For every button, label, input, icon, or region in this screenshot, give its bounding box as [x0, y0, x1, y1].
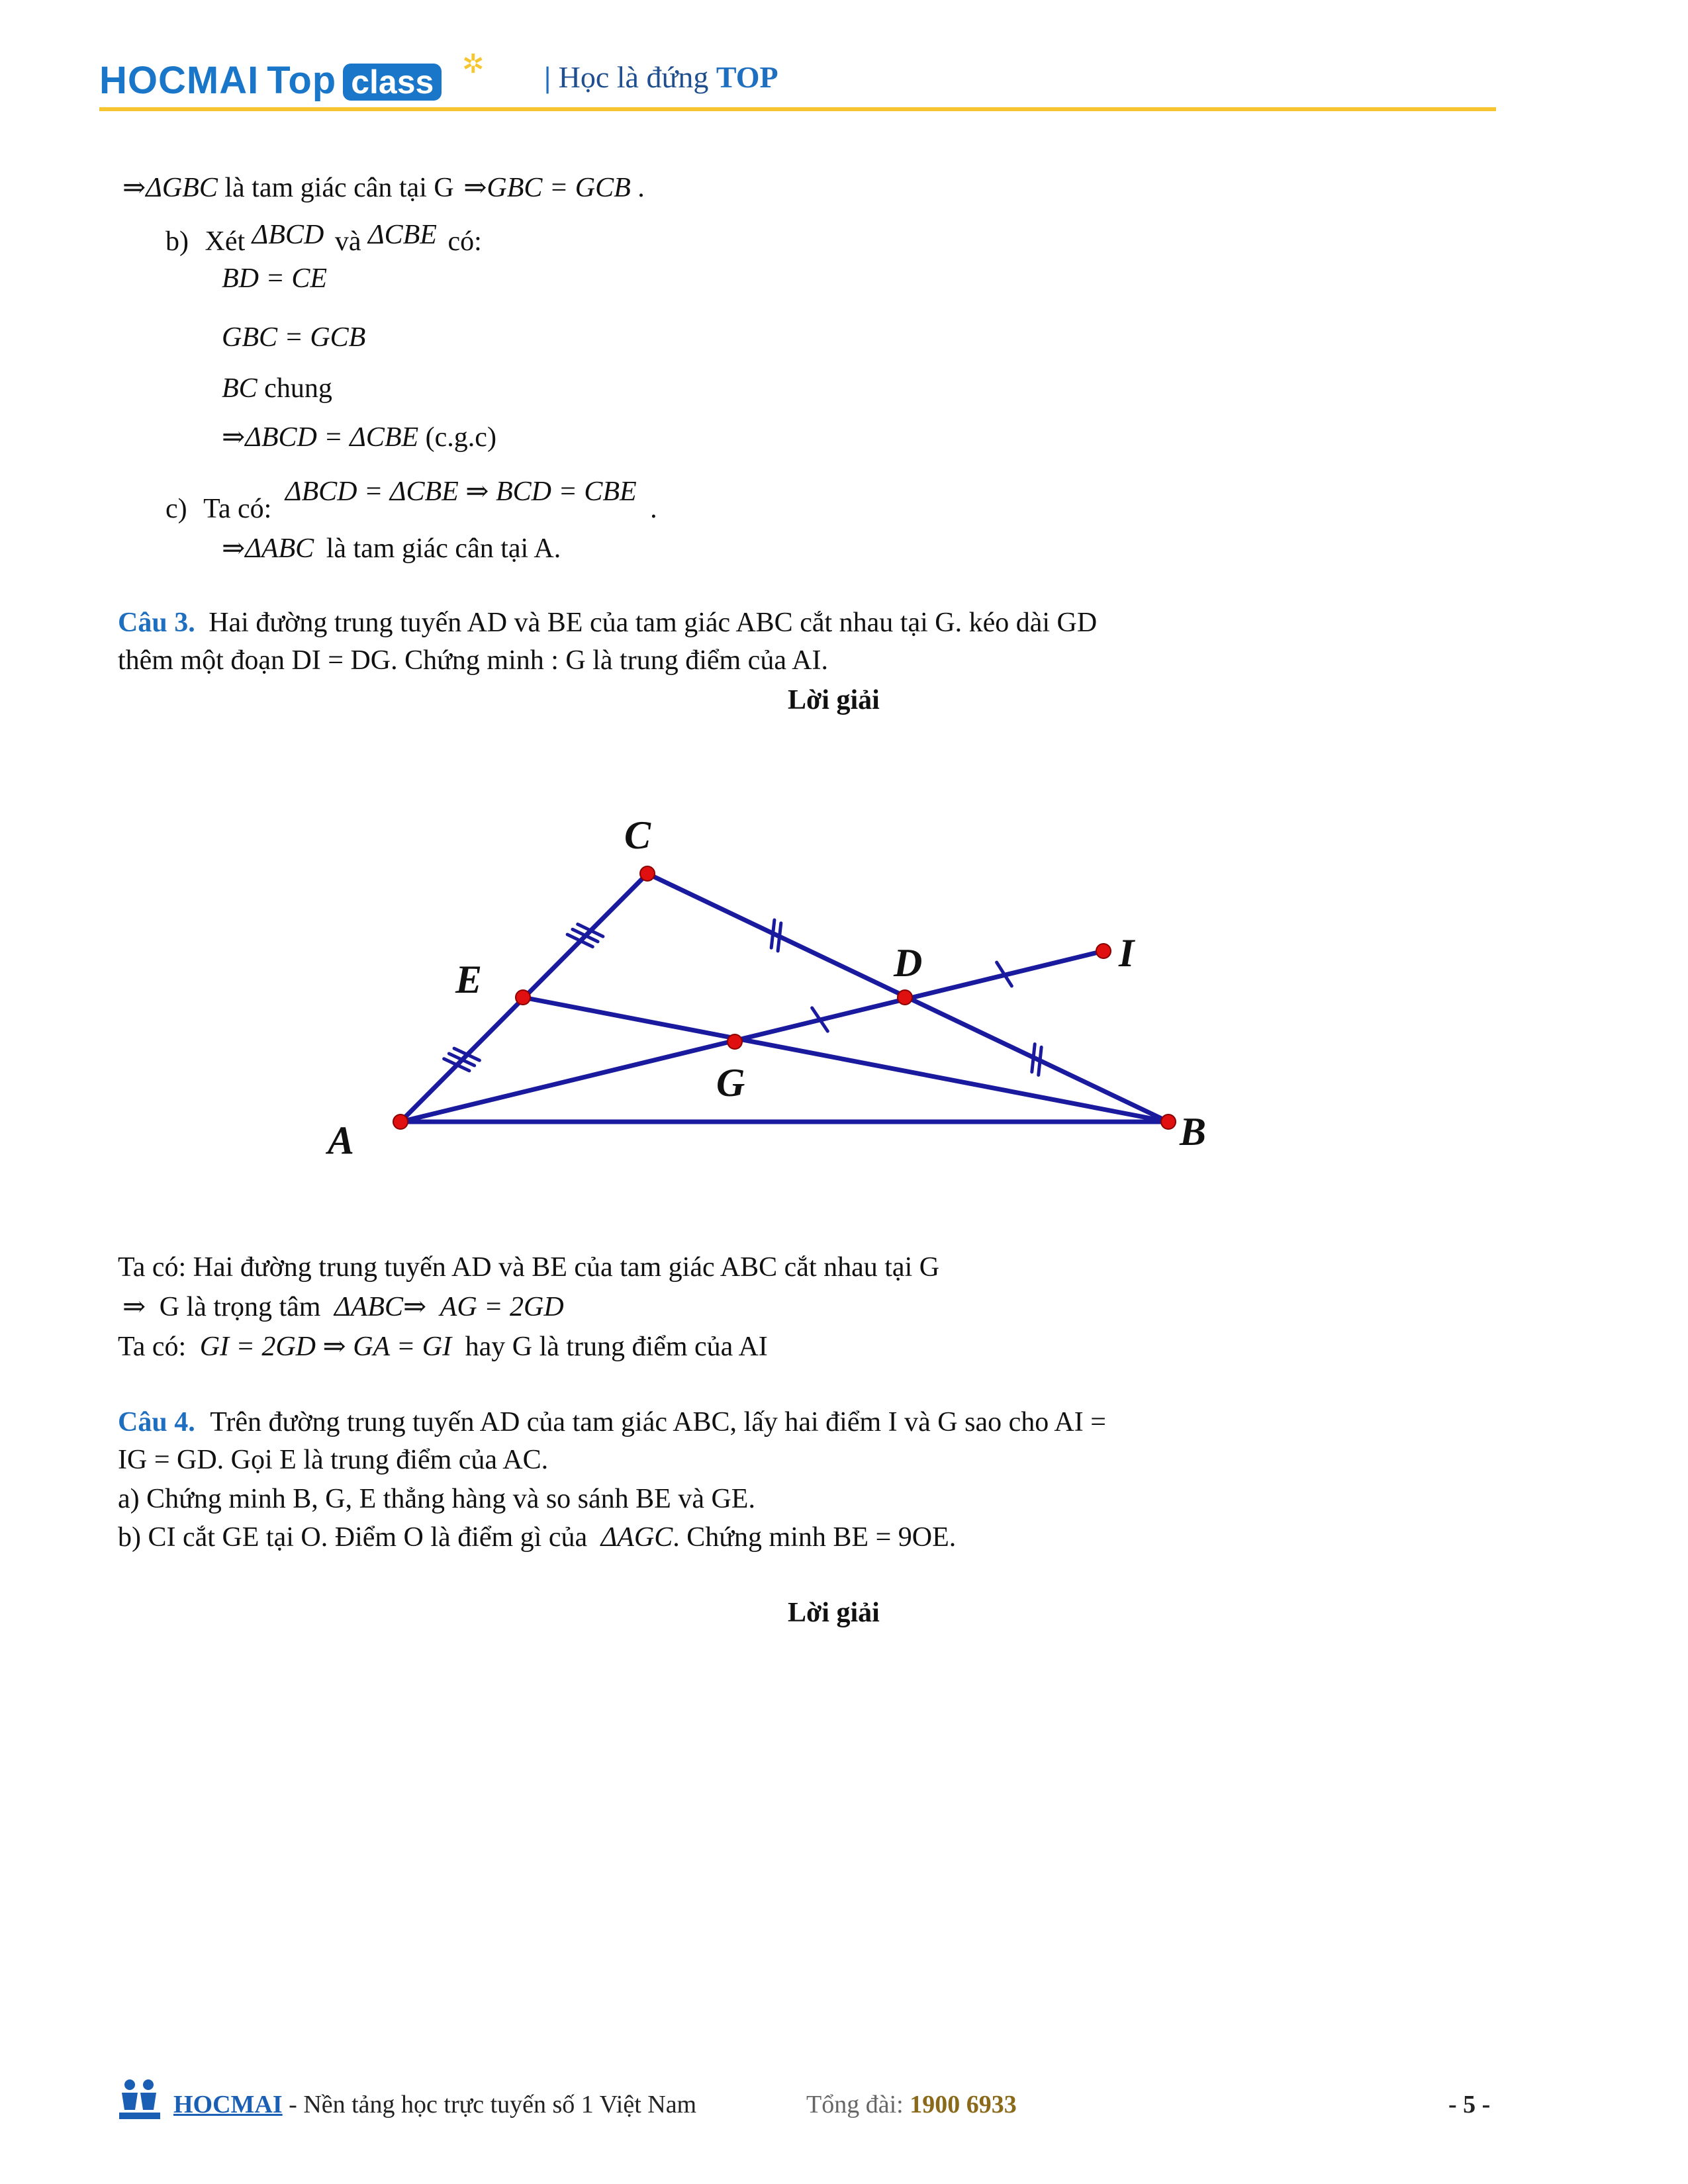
label-g: G [716, 1061, 745, 1105]
line-bc-chung [222, 371, 332, 406]
ag-equation: AG = 2GD [440, 1292, 564, 1322]
solution-heading: Lời giải [788, 685, 880, 715]
eq-bd-ce: BD = CE [222, 263, 327, 294]
label-a: A [328, 1118, 355, 1162]
point-g [727, 1034, 742, 1049]
va-text: và [334, 226, 361, 257]
page-number: - 5 - [1448, 2091, 1491, 2118]
label-b: B [1180, 1110, 1207, 1154]
footer-hotline [806, 2090, 1017, 2119]
logo-hocmai: HOCMAI [99, 59, 259, 102]
triangle-bcd: ΔBCD [252, 220, 324, 250]
implies-symbol: ⇒ [222, 533, 246, 564]
header-logo [99, 49, 485, 105]
header-slogan [544, 60, 778, 95]
line-congruence [222, 420, 496, 455]
tick-mark-cd [778, 923, 781, 951]
geometry-figure [298, 794, 1225, 1165]
logo-star-icon: ✲ [462, 49, 485, 79]
question-4-label: Câu 4. [118, 1407, 195, 1437]
solution-line-3 [118, 1329, 768, 1365]
footer-dash: - [289, 2091, 297, 2118]
point-d [898, 990, 912, 1005]
implies-symbol: ⇒ [222, 422, 246, 453]
solution-line-1: Ta có: Hai đường trung tuyến AD và BE của tam giác ABC cắt nhau tại G [118, 1252, 940, 1283]
slogan-top: TOP [716, 60, 778, 94]
midpoint-text: hay G là trung điểm của AI [465, 1332, 768, 1362]
segment-bc: BC [222, 373, 258, 404]
hocmai-footer-logo-icon [117, 2078, 163, 2122]
co-text: có: [447, 226, 482, 257]
part-b-intro [165, 220, 482, 259]
period: . [650, 494, 657, 524]
eq-gbc-gcb: GBC = GCB [222, 322, 366, 353]
line-gbc-isosceles [122, 170, 645, 206]
tick-mark-cd [771, 920, 774, 948]
implies-symbol: ⇒ [463, 173, 487, 203]
question-4-part-a: a) Chứng minh B, G, E thẳng hàng và so sánh BE và GE. [118, 1484, 755, 1514]
taco-text: Ta có: [203, 494, 272, 524]
question-3-line-1 [118, 605, 1097, 641]
triangle-abc: ΔABC [245, 533, 314, 564]
question-4-line-1 [118, 1404, 1106, 1440]
logo-class: class [343, 64, 442, 101]
footer-tagline: Nền tảng học trực tuyến số 1 Việt Nam [303, 2091, 697, 2118]
cgc-text: (c.g.c) [425, 422, 496, 453]
part-c-line [165, 477, 657, 527]
slogan-text: Học là đứng [558, 60, 709, 94]
centroid-text: G là trọng tâm [159, 1292, 321, 1322]
hotline-label: Tổng đài: [806, 2091, 904, 2118]
solution-line-2 [122, 1289, 564, 1325]
question-4-text-1: Trên đường trung tuyến AD của tam giác ABC, lấy hai điểm I và G sao cho AI = [210, 1407, 1106, 1437]
point-i [1096, 944, 1111, 958]
label-d: D [894, 941, 923, 985]
label-c: C [624, 813, 651, 857]
point-a [393, 1115, 408, 1129]
hotline-number: 1900 6933 [910, 2091, 1017, 2118]
point-b [1161, 1115, 1176, 1129]
xet-text: Xét [205, 226, 246, 257]
taco-text: Ta có: [118, 1332, 187, 1362]
part-b-label: b) [165, 226, 189, 257]
chung-text: chung [264, 373, 332, 404]
logo-top: Top [267, 59, 337, 102]
implies-symbol: ⇒ [122, 173, 146, 203]
congruence-statement: ΔBCD = ΔCBE [245, 422, 419, 453]
header-rule [99, 107, 1496, 111]
gbc-text: là tam giác cân tại G [224, 173, 454, 203]
triangle-abc: ΔABC [334, 1292, 403, 1322]
label-i: I [1119, 931, 1135, 975]
triangle-agc: ΔAGC [600, 1522, 673, 1553]
implies-symbol: ⇒ [122, 1292, 146, 1322]
footer-brand-link[interactable]: HOCMAI [173, 2091, 283, 2118]
point-e [516, 990, 530, 1005]
line-abc-isosceles [222, 531, 561, 567]
question-4-line-2: IG = GD. Gọi E là trung điểm của AC. [118, 1445, 549, 1475]
tick-mark-db [1039, 1047, 1041, 1075]
triangle-gbc: ΔGBC [146, 173, 218, 203]
period: . [637, 173, 645, 203]
abc-text: là tam giác cân tại A. [326, 533, 561, 564]
question-3-label: Câu 3. [118, 608, 195, 638]
triangle-cbe: ΔCBE [367, 220, 437, 250]
tick-mark-db [1032, 1044, 1035, 1072]
question-4-part-b-text: b) CI cắt GE tại O. Điểm O là điểm gì của [118, 1522, 588, 1553]
question-3-text-1: Hai đường trung tuyến AD và BE của tam giác ABC cắt nhau tại G. kéo dài GD [209, 608, 1098, 638]
question-4-part-b [118, 1520, 956, 1555]
angle-equality: GBC = GCB [487, 173, 631, 203]
question-3-line-2: thêm một đoạn DI = DG. Chứng minh : G là trung điểm của AI. [118, 645, 828, 676]
solution-heading-2: Lời giải [788, 1598, 880, 1628]
gi-equation: GI = 2GD ⇒ GA = GI [199, 1332, 452, 1362]
part-c-equation: ΔBCD = ΔCBE ⇒ BCD = CBE [285, 477, 637, 507]
point-c [640, 866, 655, 881]
footer-tagline-line [173, 2090, 696, 2119]
question-4-part-b-end: . Chứng minh BE = 9OE. [673, 1522, 957, 1553]
part-c-label: c) [165, 494, 187, 524]
label-e: E [455, 958, 483, 1001]
segment-ai [400, 951, 1103, 1122]
slogan-separator: | [544, 60, 551, 94]
implies-symbol: ⇒ [402, 1292, 427, 1322]
